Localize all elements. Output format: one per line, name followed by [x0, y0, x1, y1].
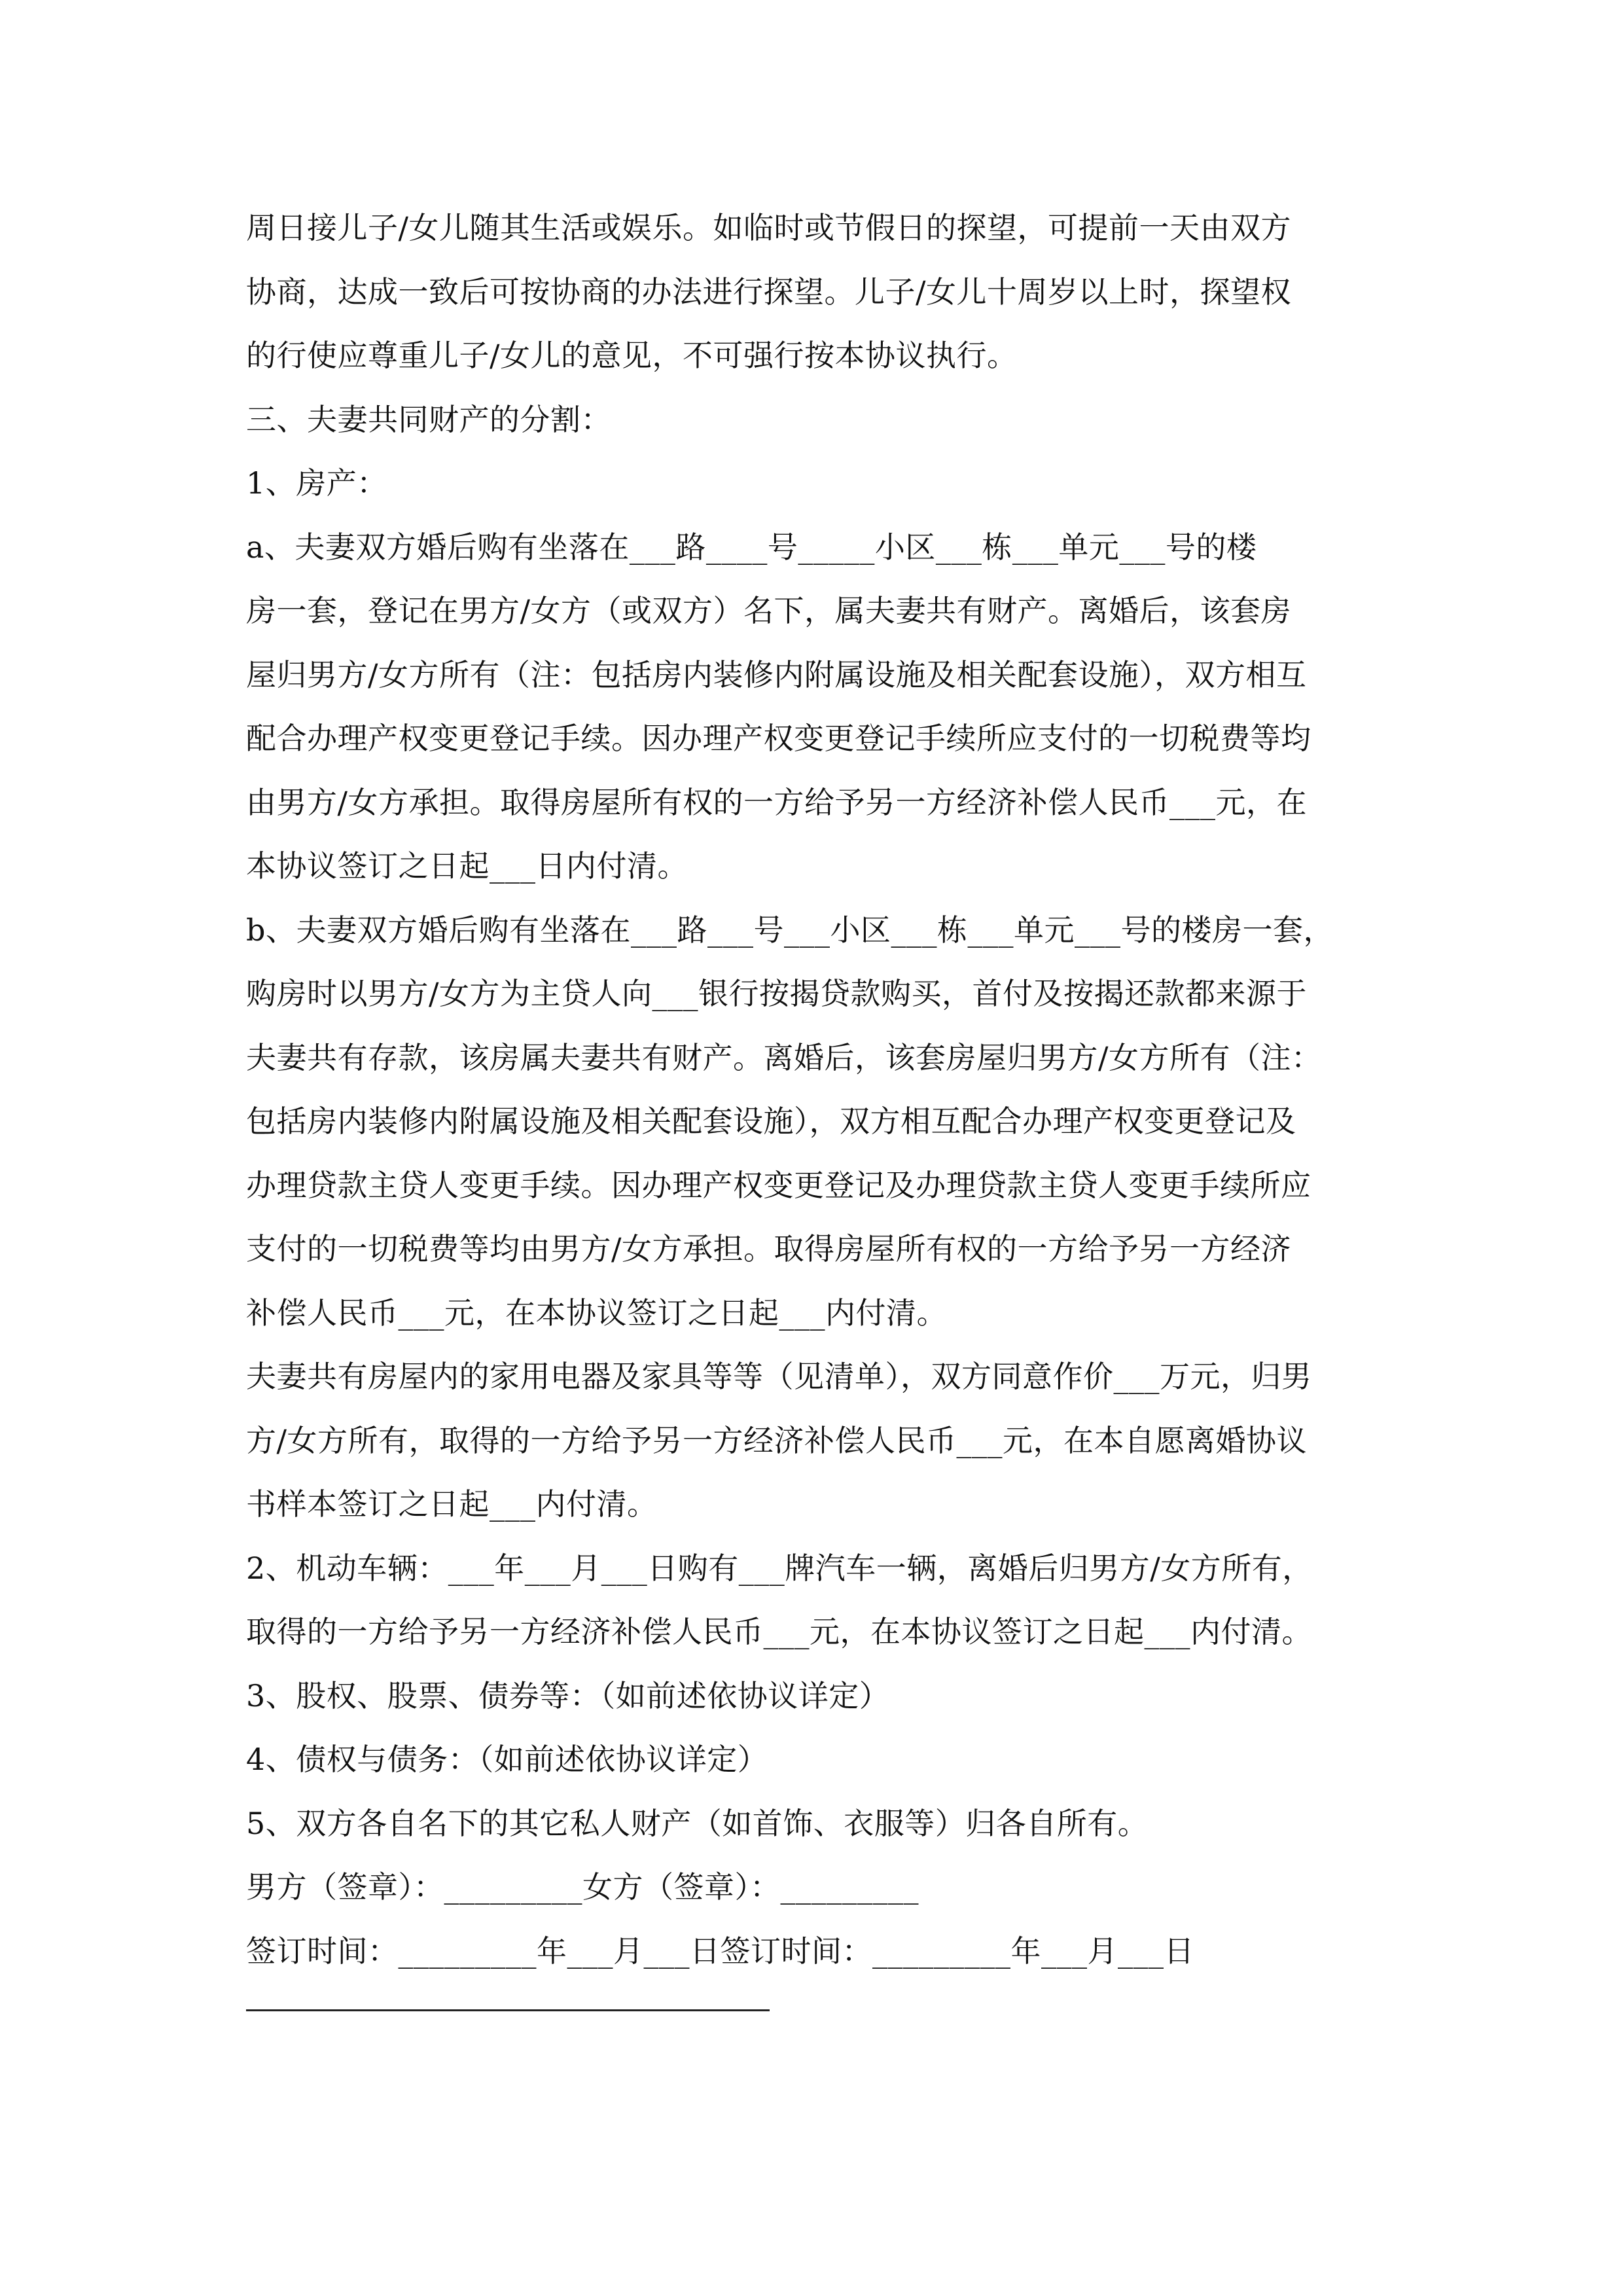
- text-line: 3、股权、股票、债券等：（如前述依协议详定）: [246, 1677, 890, 1713]
- text-line: 书样本签订之日起___内付清。: [246, 1486, 658, 1522]
- text-line: 的行使应尊重儿子/女儿的意见，不可强行按本协议执行。: [246, 338, 1018, 373]
- text-line: 补偿人民币___元，在本协议签订之日起___内付清。: [246, 1295, 947, 1331]
- text-line: 夫妻共有房屋内的家用电器及家具等等（见清单），双方同意作价___万元，归男: [246, 1359, 1312, 1394]
- text-line: 购房时以男方/女方为主贷人向___银行按揭贷款购买，首付及按揭还款都来源于: [246, 976, 1307, 1011]
- text-line: 5、双方各自名下的其它私人财产（如首饰、衣服等）归各自所有。: [246, 1805, 1149, 1841]
- signing-date-line: 签订时间：_________年___月___日签订时间：_________年___月___日: [246, 1933, 1194, 1969]
- text-line: 本协议签订之日起___日内付清。: [246, 848, 688, 884]
- section-heading: 三、夫妻共同财产的分割：: [246, 401, 611, 437]
- text-line: 4、债权与债务：（如前述依协议详定）: [246, 1742, 768, 1777]
- text-line: a、夫妻双方婚后购有坐落在___路____号_____小区___栋___单元___号的楼: [246, 529, 1257, 565]
- closing-rule: [246, 2009, 770, 2011]
- signature-line: 男方（签章）：_________女方（签章）：_________: [246, 1869, 919, 1905]
- text-line: 周日接儿子/女儿随其生活或娱乐。如临时或节假日的探望，可提前一天由双方: [246, 210, 1291, 245]
- text-line: 配合办理产权变更登记手续。因办理产权变更登记手续所应支付的一切税费等均: [246, 721, 1311, 756]
- text-line: b、夫妻双方婚后购有坐落在___路___号___小区___栋___单元___号的楼房一套，: [246, 912, 1334, 948]
- text-line: 支付的一切税费等均由男方/女方承担。取得房屋所有权的一方给予另一方经济: [246, 1231, 1291, 1266]
- text-line: 由男方/女方承担。取得房屋所有权的一方给予另一方经济补偿人民币___元，在: [246, 784, 1307, 820]
- text-line: 夫妻共有存款，该房属夫妻共有财产。离婚后，该套房屋归男方/女方所有（注：: [246, 1039, 1322, 1075]
- text-line: 屋归男方/女方所有（注：包括房内装修内附属设施及相关配套设施），双方相互: [246, 656, 1307, 692]
- text-line: 2、机动车辆：___年___月___日购有___牌汽车一辆，离婚后归男方/女方所有，: [246, 1550, 1313, 1586]
- text-line: 取得的一方给予另一方经济补偿人民币___元，在本协议签订之日起___内付清。: [246, 1614, 1312, 1649]
- subsection-heading: 1、房产：: [246, 465, 387, 501]
- text-line: 房一套，登记在男方/女方（或双方）名下，属夫妻共有财产。离婚后，该套房: [246, 593, 1291, 628]
- text-line: 办理贷款主贷人变更手续。因办理产权变更登记及办理贷款主贷人变更手续所应: [246, 1167, 1311, 1203]
- agreement-text: [246, 196, 1411, 2011]
- text-line: 协商，达成一致后可按协商的办法进行探望。儿子/女儿十周岁以上时，探望权: [246, 274, 1291, 310]
- text-line: 方/女方所有，取得的一方给予另一方经济补偿人民币___元，在本自愿离婚协议: [246, 1422, 1307, 1458]
- text-line: 包括房内装修内附属设施及相关配套设施），双方相互配合办理产权变更登记及: [246, 1103, 1296, 1139]
